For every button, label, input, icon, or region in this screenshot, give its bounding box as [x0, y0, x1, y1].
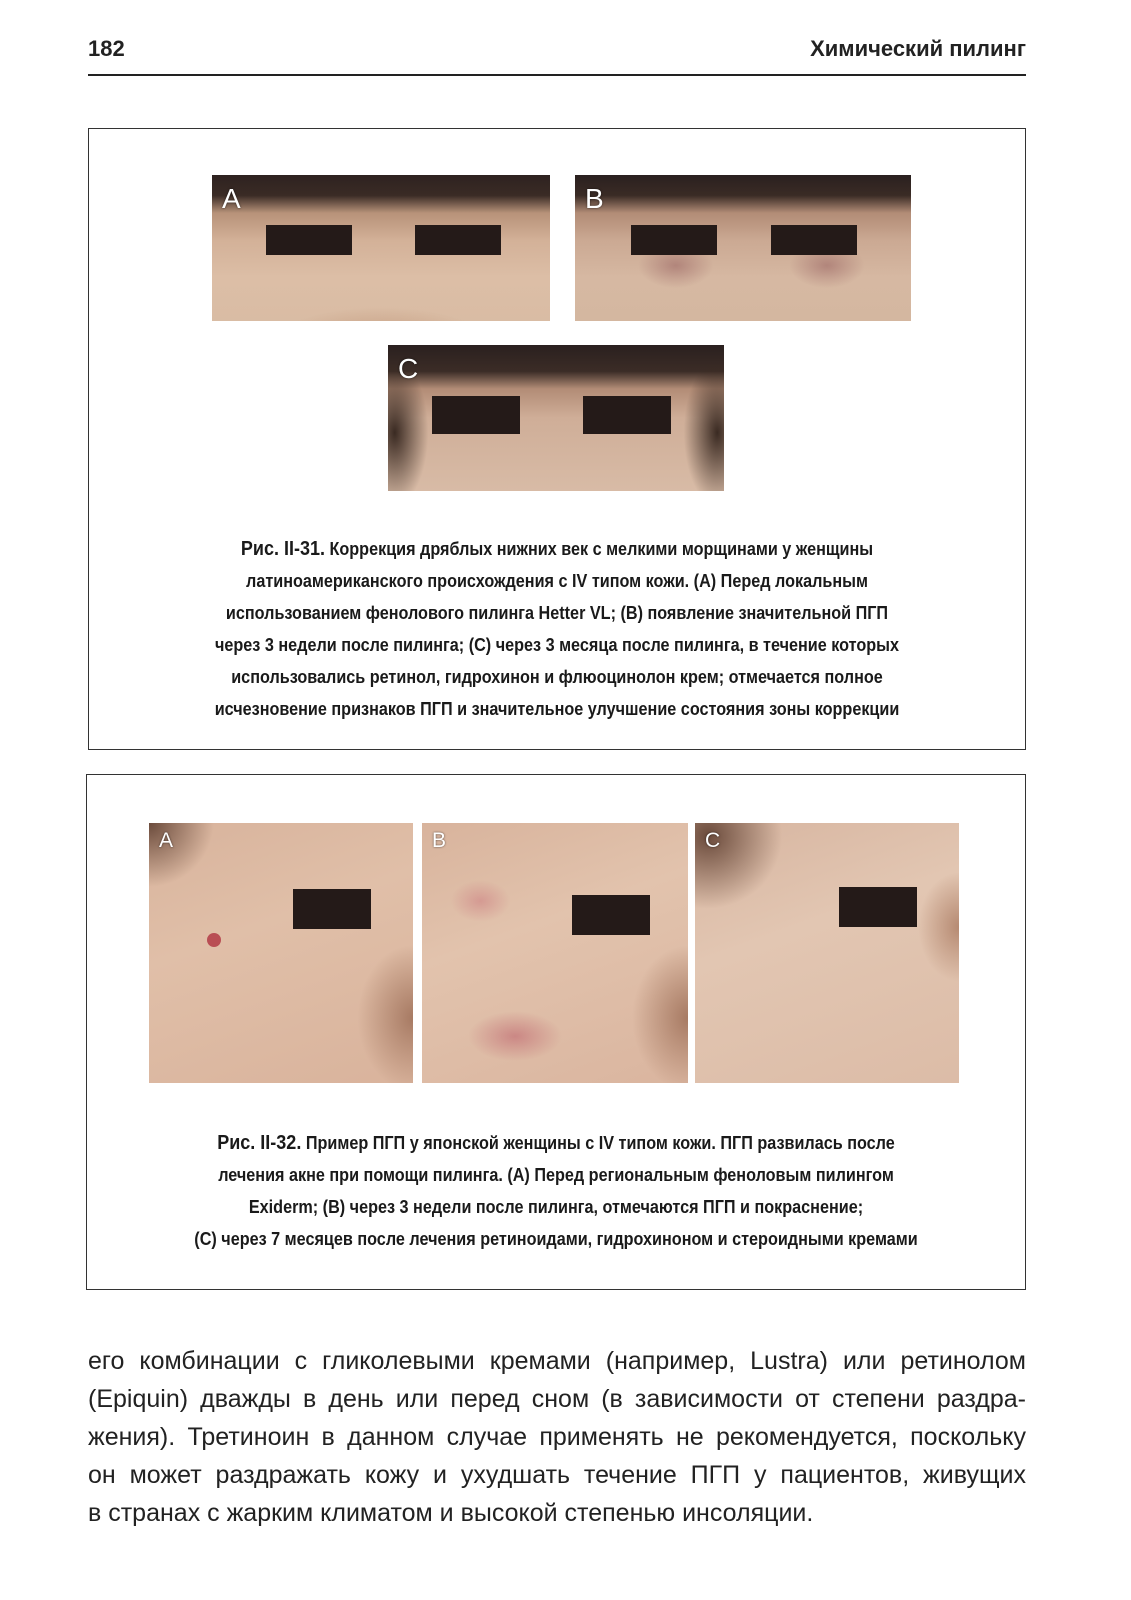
- privacy-bar: [415, 225, 501, 255]
- photo-32-c: [695, 823, 959, 1083]
- page-number: 182: [88, 36, 125, 61]
- figure-ii-31: [88, 128, 1026, 750]
- photo-label: C: [398, 353, 419, 384]
- caption-line: исчезновение признаков ПГП и значительное улучшение состояния зоны коррекции: [214, 699, 900, 719]
- photo-label: C: [705, 829, 721, 852]
- body-paragraph: [88, 1342, 1026, 1532]
- photo-32-a: [149, 823, 413, 1083]
- caption-line: Пример ПГП у японской женщины с IV типом кожи. ПГП развилась после: [305, 1133, 895, 1153]
- photo-label: B: [585, 183, 604, 214]
- paragraph-line: он может раздражать кожу и ухудшать течение ПГП у пациентов, живущих: [88, 1461, 1026, 1489]
- figure-ii-32: [86, 774, 1026, 1290]
- caption-line: через 3 недели после пилинга; (C) через 3 месяца после пилинга, в течение которых: [214, 635, 900, 655]
- figure-number: Рис. II-31.: [240, 538, 325, 560]
- paragraph-line: в странах с жарким климатом и высокой степенью инсоляции.: [88, 1499, 814, 1527]
- running-title: Химический пилинг: [810, 36, 1026, 61]
- privacy-bar: [572, 895, 650, 935]
- figure-caption: [161, 533, 953, 725]
- photo-31-c: [388, 345, 724, 491]
- privacy-bar: [631, 225, 717, 255]
- figure-caption: [134, 1127, 978, 1255]
- photo-label: A: [159, 829, 174, 852]
- caption-line: использованием фенолового пилинга Hetter VL; (B) появление значительной ПГП: [225, 603, 889, 623]
- privacy-bar: [839, 887, 917, 927]
- privacy-bar: [432, 396, 520, 434]
- caption-line: (C) через 7 месяцев после лечения ретиноидами, гидрохиноном и стероидными кремами: [194, 1229, 918, 1249]
- caption-line: лечения акне при помощи пилинга. (A) Перед региональным феноловым пилингом: [218, 1165, 894, 1185]
- page-header: [88, 34, 1026, 76]
- privacy-bar: [293, 889, 371, 929]
- photo-31-b: [575, 175, 911, 321]
- photo-label: B: [432, 829, 447, 852]
- paragraph-line: его комбинации с гликолевыми кремами (например, Lustra) или ретинолом: [88, 1347, 1026, 1375]
- photo-31-a: [212, 175, 550, 321]
- caption-line: Коррекция дряблых нижних век с мелкими морщинами у женщины: [329, 539, 874, 559]
- figure-number: Рис. II-32.: [217, 1132, 302, 1154]
- paragraph-line: жения). Третиноин в данном случае применять не рекомендуется, поскольку: [88, 1423, 1026, 1451]
- privacy-bar: [583, 396, 671, 434]
- acne-spot: [207, 933, 221, 947]
- photo-32-b: [422, 823, 688, 1083]
- caption-line: латиноамериканского происхождения с IV типом кожи. (A) Перед локальным: [246, 571, 868, 591]
- privacy-bar: [266, 225, 352, 255]
- caption-line: использовались ретинол, гидрохинон и флюоцинолон крем; отмечается полное: [231, 667, 883, 687]
- paragraph-line: (Epiquin) дважды в день или перед сном (в зависимости от степени раздра-: [88, 1385, 1026, 1413]
- photo-label: A: [222, 183, 241, 214]
- privacy-bar: [771, 225, 857, 255]
- caption-line: Exiderm; (B) через 3 недели после пилинга, отмечаются ПГП и покраснение;: [248, 1197, 864, 1217]
